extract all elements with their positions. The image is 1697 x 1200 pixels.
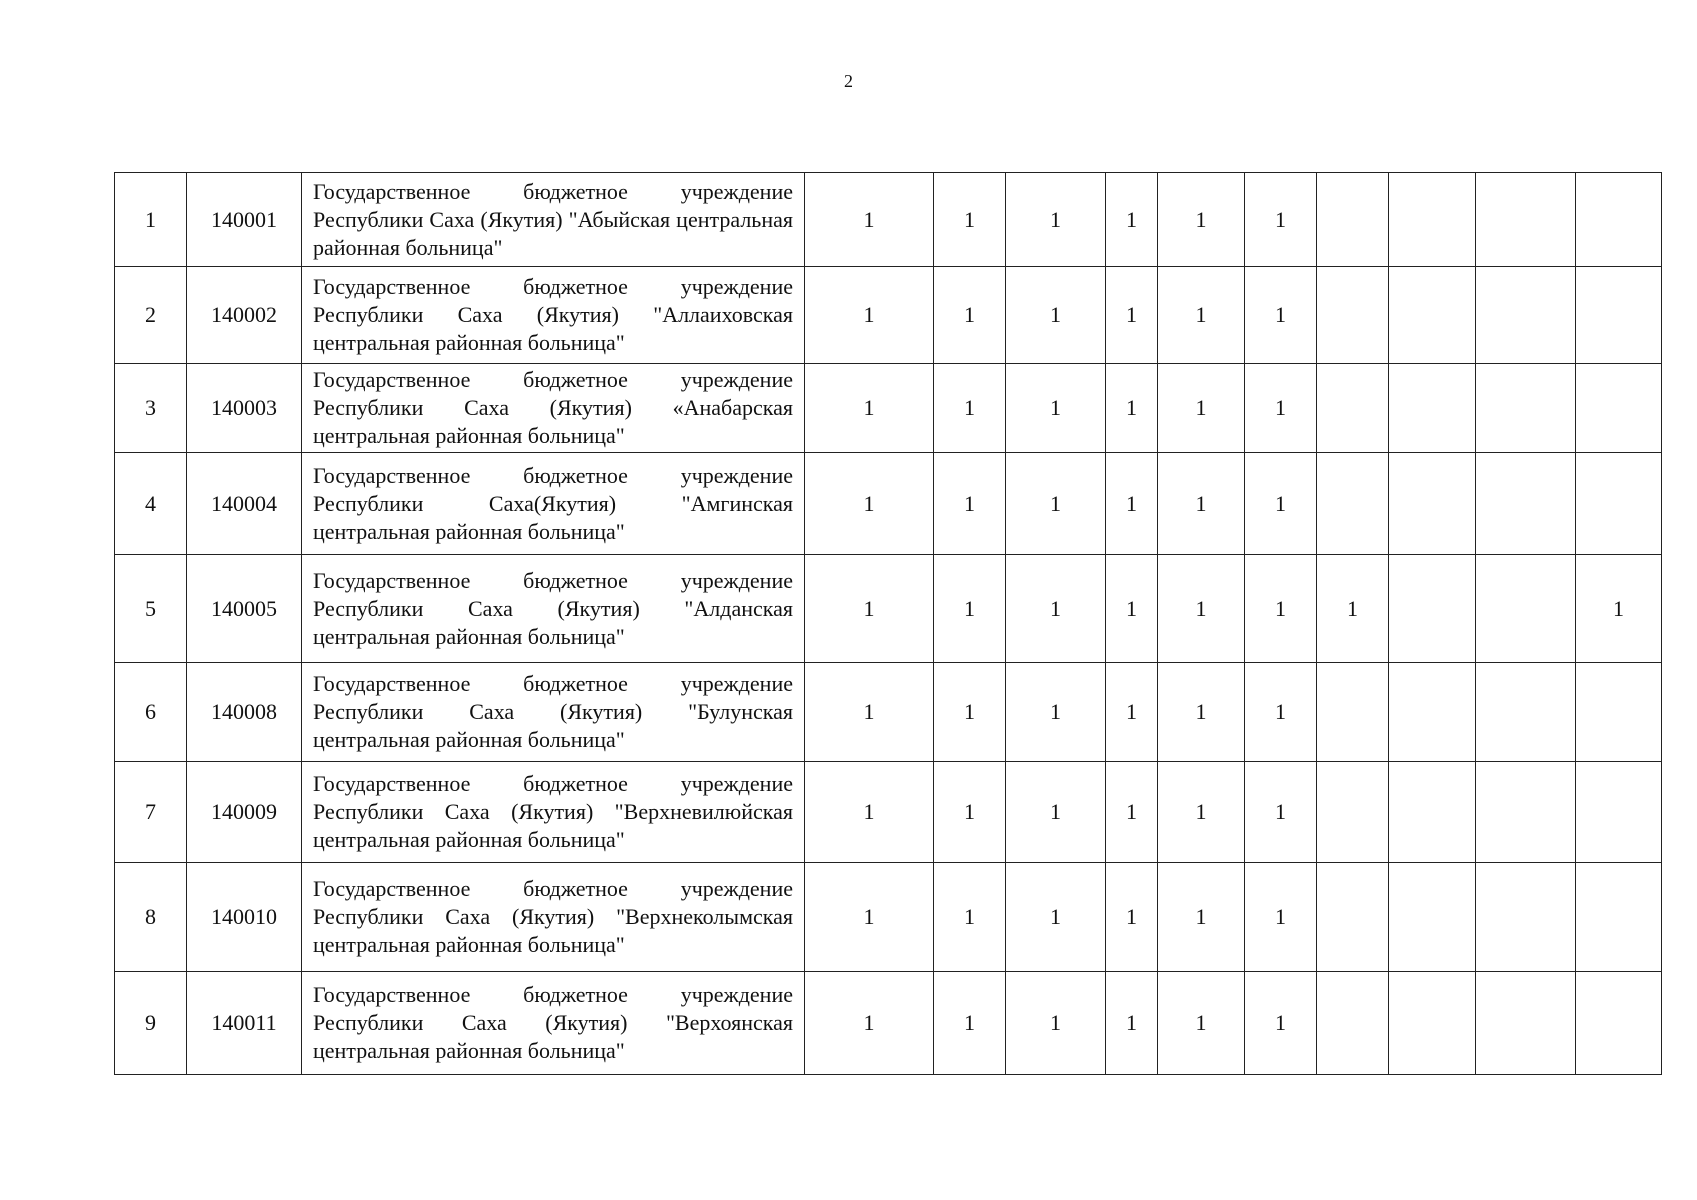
table-row — [115, 173, 1662, 267]
table-row — [115, 663, 1662, 762]
table-row — [115, 453, 1662, 555]
value-cell: 1 — [1317, 555, 1389, 663]
value-cell: 1 — [1106, 863, 1158, 972]
value-cell — [1389, 663, 1476, 762]
facility-name: Государственное бюджетное учреждение Республики Саха (Якутия) "Верхневилюйская центральная районная больница" — [302, 762, 805, 863]
value-cell: 1 — [934, 173, 1006, 267]
facility-name: Государственное бюджетное учреждение Республики Саха (Якутия) «Анабарская центральная районная больница" — [302, 364, 805, 453]
value-cell: 1 — [1006, 364, 1106, 453]
value-cell — [1389, 972, 1476, 1075]
value-cell: 1 — [805, 762, 934, 863]
institutions-table — [114, 172, 1662, 1075]
facility-code: 140001 — [187, 173, 302, 267]
table-row — [115, 762, 1662, 863]
value-cell: 1 — [1106, 267, 1158, 364]
value-cell — [1317, 663, 1389, 762]
value-cell: 1 — [805, 555, 934, 663]
value-cell: 1 — [1106, 453, 1158, 555]
value-cell — [1476, 364, 1576, 453]
value-cell: 1 — [934, 663, 1006, 762]
value-cell: 1 — [1106, 364, 1158, 453]
value-cell — [1576, 663, 1662, 762]
value-cell: 1 — [1106, 555, 1158, 663]
value-cell: 1 — [934, 762, 1006, 863]
row-number: 4 — [115, 453, 187, 555]
facility-name: Государственное бюджетное учреждение Республики Саха (Якутия) "Аллаиховская центральная районная больница" — [302, 267, 805, 364]
value-cell: 1 — [805, 267, 934, 364]
value-cell: 1 — [1576, 555, 1662, 663]
value-cell — [1389, 762, 1476, 863]
value-cell: 1 — [1006, 453, 1106, 555]
value-cell: 1 — [1158, 762, 1245, 863]
value-cell — [1576, 173, 1662, 267]
value-cell: 1 — [1158, 863, 1245, 972]
value-cell: 1 — [934, 863, 1006, 972]
value-cell — [1317, 267, 1389, 364]
facility-code: 140005 — [187, 555, 302, 663]
value-cell — [1576, 453, 1662, 555]
value-cell: 1 — [1158, 972, 1245, 1075]
value-cell — [1476, 972, 1576, 1075]
value-cell: 1 — [1158, 555, 1245, 663]
row-number: 3 — [115, 364, 187, 453]
value-cell — [1576, 364, 1662, 453]
value-cell — [1576, 972, 1662, 1075]
facility-code: 140011 — [187, 972, 302, 1075]
value-cell: 1 — [934, 453, 1006, 555]
value-cell: 1 — [805, 663, 934, 762]
table-row — [115, 364, 1662, 453]
value-cell — [1317, 863, 1389, 972]
value-cell — [1476, 267, 1576, 364]
value-cell: 1 — [934, 267, 1006, 364]
value-cell — [1476, 173, 1576, 267]
value-cell — [1317, 972, 1389, 1075]
value-cell — [1389, 267, 1476, 364]
value-cell: 1 — [1006, 267, 1106, 364]
value-cell: 1 — [1245, 972, 1317, 1075]
value-cell: 1 — [1006, 555, 1106, 663]
row-number: 8 — [115, 863, 187, 972]
value-cell: 1 — [1245, 364, 1317, 453]
value-cell: 1 — [805, 863, 934, 972]
facility-code: 140009 — [187, 762, 302, 863]
value-cell: 1 — [805, 972, 934, 1075]
value-cell: 1 — [1006, 173, 1106, 267]
facility-code: 140010 — [187, 863, 302, 972]
value-cell — [1576, 762, 1662, 863]
value-cell: 1 — [1245, 453, 1317, 555]
value-cell: 1 — [934, 364, 1006, 453]
value-cell — [1389, 453, 1476, 555]
value-cell — [1576, 267, 1662, 364]
value-cell: 1 — [1106, 972, 1158, 1075]
value-cell: 1 — [1158, 453, 1245, 555]
value-cell: 1 — [1245, 663, 1317, 762]
table-row — [115, 972, 1662, 1075]
value-cell — [1389, 863, 1476, 972]
value-cell — [1476, 863, 1576, 972]
value-cell — [1476, 453, 1576, 555]
value-cell: 1 — [1158, 663, 1245, 762]
value-cell: 1 — [805, 453, 934, 555]
value-cell: 1 — [1158, 364, 1245, 453]
table-row — [115, 267, 1662, 364]
value-cell — [1576, 863, 1662, 972]
page-number: 2 — [844, 71, 853, 91]
value-cell: 1 — [1006, 663, 1106, 762]
value-cell: 1 — [1245, 863, 1317, 972]
value-cell — [1317, 173, 1389, 267]
value-cell — [1476, 663, 1576, 762]
value-cell: 1 — [934, 555, 1006, 663]
value-cell: 1 — [1245, 173, 1317, 267]
value-cell — [1476, 555, 1576, 663]
value-cell: 1 — [1245, 267, 1317, 364]
value-cell — [1476, 762, 1576, 863]
value-cell: 1 — [1006, 762, 1106, 863]
value-cell: 1 — [1106, 173, 1158, 267]
value-cell: 1 — [1106, 762, 1158, 863]
facility-name: Государственное бюджетное учреждение Республики Саха (Якутия) "Верхнеколымская центральная районная больница" — [302, 863, 805, 972]
value-cell: 1 — [1006, 972, 1106, 1075]
facility-name: Государственное бюджетное учреждение Республики Саха (Якутия) "Абыйская центральная районная больница" — [302, 173, 805, 267]
value-cell: 1 — [1245, 762, 1317, 863]
value-cell — [1389, 555, 1476, 663]
row-number: 5 — [115, 555, 187, 663]
value-cell: 1 — [934, 972, 1006, 1075]
value-cell: 1 — [805, 173, 934, 267]
facility-name: Государственное бюджетное учреждение Республики Саха (Якутия) "Верхоянская центральная районная больница" — [302, 972, 805, 1075]
facility-name: Государственное бюджетное учреждение Республики Саха (Якутия) "Булунская центральная районная больница" — [302, 663, 805, 762]
value-cell — [1317, 364, 1389, 453]
value-cell — [1389, 173, 1476, 267]
value-cell: 1 — [1006, 863, 1106, 972]
row-number: 1 — [115, 173, 187, 267]
facility-code: 140002 — [187, 267, 302, 364]
value-cell — [1389, 364, 1476, 453]
row-number: 7 — [115, 762, 187, 863]
facility-name: Государственное бюджетное учреждение Республики Саха(Якутия) "Амгинская центральная районная больница" — [302, 453, 805, 555]
table-row — [115, 555, 1662, 663]
row-number: 9 — [115, 972, 187, 1075]
value-cell: 1 — [1158, 173, 1245, 267]
value-cell — [1317, 453, 1389, 555]
facility-code: 140004 — [187, 453, 302, 555]
value-cell: 1 — [1158, 267, 1245, 364]
table-row — [115, 863, 1662, 972]
value-cell: 1 — [1245, 555, 1317, 663]
facility-code: 140003 — [187, 364, 302, 453]
row-number: 6 — [115, 663, 187, 762]
value-cell: 1 — [1106, 663, 1158, 762]
value-cell — [1317, 762, 1389, 863]
row-number: 2 — [115, 267, 187, 364]
facility-code: 140008 — [187, 663, 302, 762]
facility-name: Государственное бюджетное учреждение Республики Саха (Якутия) "Алданская центральная районная больница" — [302, 555, 805, 663]
value-cell: 1 — [805, 364, 934, 453]
